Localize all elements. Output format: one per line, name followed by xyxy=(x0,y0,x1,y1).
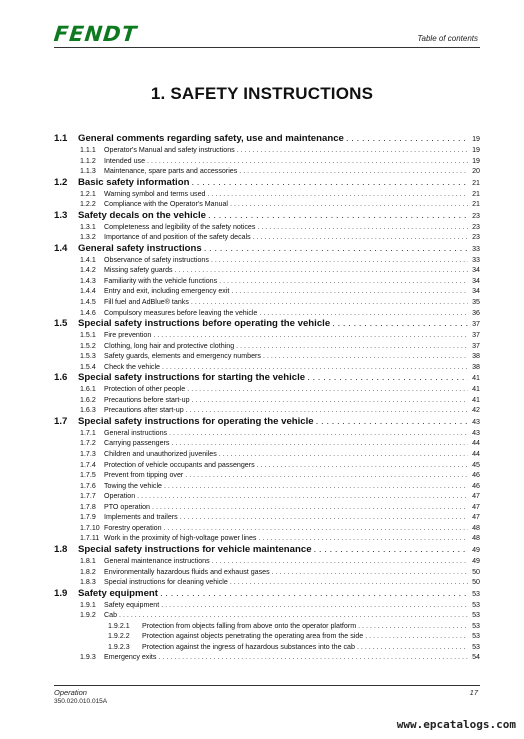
toc-entry-page: 19 xyxy=(472,156,480,165)
toc-entry-number: 1.2 xyxy=(54,176,68,188)
toc-leader-dots xyxy=(257,460,468,471)
toc-entry-number: 1.7.3 xyxy=(80,450,96,459)
toc-entry-number: 1.9.3 xyxy=(80,653,96,662)
toc-entry[interactable] xyxy=(54,395,480,406)
toc-leader-dots xyxy=(314,544,468,556)
toc-entry[interactable] xyxy=(54,631,480,642)
toc-entry[interactable] xyxy=(54,255,480,266)
toc-entry-page: 44 xyxy=(472,450,480,459)
page-number: 17 xyxy=(469,688,478,697)
toc-entry-title: Importance of and position of the safety decals xyxy=(104,233,251,242)
toc-entry-number: 1.4.2 xyxy=(80,266,96,275)
toc-entry-title: Fill fuel and AdBlue® tanks xyxy=(104,298,189,307)
toc-entry-title: Environmentally hazardous fluids and exhaust gases xyxy=(104,567,270,576)
toc-entry-page: 37 xyxy=(472,341,480,350)
toc-entry-number: 1.5.2 xyxy=(80,341,96,350)
toc-entry-number: 1.7.8 xyxy=(80,502,96,511)
toc-entry-number: 1.7 xyxy=(54,415,68,427)
toc-entry-page: 43 xyxy=(472,428,480,437)
table-of-contents xyxy=(54,133,480,663)
toc-entry-number: 1.7.2 xyxy=(80,439,96,448)
toc-entry[interactable] xyxy=(54,297,480,308)
toc-entry-title: Missing safety guards xyxy=(104,266,173,275)
toc-entry-page: 33 xyxy=(472,244,480,253)
fendt-logo: FENDT xyxy=(52,22,139,46)
toc-leader-dots xyxy=(160,588,468,600)
toc-leader-dots xyxy=(152,502,468,513)
toc-entry-page: 50 xyxy=(472,567,480,576)
toc-entry[interactable] xyxy=(54,156,480,167)
toc-leader-dots xyxy=(208,210,468,222)
toc-entry-page: 34 xyxy=(472,287,480,296)
toc-entry-title: PTO operation xyxy=(104,502,151,511)
toc-entry[interactable] xyxy=(54,286,480,297)
toc-entry[interactable] xyxy=(54,577,480,588)
toc-entry-number: 1.7.7 xyxy=(80,492,96,501)
toc-entry-page: 21 xyxy=(472,178,480,187)
document-code: 350.020.010.015A xyxy=(54,698,108,705)
toc-entry-title: Emergency exits xyxy=(104,653,157,662)
toc-entry-number: 1.8 xyxy=(54,543,68,555)
toc-leader-dots xyxy=(346,133,468,145)
toc-entry-page: 49 xyxy=(472,556,480,565)
toc-entry-number: 1.6.3 xyxy=(80,406,96,415)
toc-entry[interactable] xyxy=(54,642,480,653)
toc-entry-page: 19 xyxy=(472,146,480,154)
toc-entry[interactable] xyxy=(54,567,480,578)
toc-entry-number: 1.4.4 xyxy=(80,287,96,296)
toc-entry-title: Towing the vehicle xyxy=(104,481,162,490)
toc-entry-number: 1.1.1 xyxy=(80,146,96,154)
toc-entry-page: 38 xyxy=(472,362,480,371)
toc-entry-number: 1.7.1 xyxy=(80,428,96,437)
toc-leader-dots xyxy=(191,177,468,189)
toc-leader-dots xyxy=(171,438,468,449)
toc-entry-title: Work in the proximity of high-voltage power lines xyxy=(104,534,257,543)
toc-leader-dots xyxy=(263,351,468,362)
toc-entry[interactable] xyxy=(54,556,480,567)
toc-leader-dots xyxy=(175,265,468,276)
toc-entry-page: 23 xyxy=(472,233,480,242)
toc-entry-page: 42 xyxy=(472,406,480,415)
toc-entry-title: Check the vehicle xyxy=(104,362,160,371)
toc-entry[interactable] xyxy=(54,544,480,556)
toc-entry-page: 34 xyxy=(472,266,480,275)
toc-entry-number: 1.8.3 xyxy=(80,578,96,587)
toc-entry-title: Familiarity with the vehicle functions xyxy=(104,276,218,285)
toc-entry-page: 53 xyxy=(472,632,480,641)
toc-entry-page: 23 xyxy=(472,222,480,231)
toc-entry-page: 50 xyxy=(472,578,480,587)
toc-entry-number: 1.1.2 xyxy=(80,156,96,165)
toc-entry-title: Safety decals on the vehicle xyxy=(78,209,206,221)
toc-entry-title: Precautions after start-up xyxy=(104,406,184,415)
header-divider xyxy=(54,47,480,48)
toc-leader-dots xyxy=(180,512,468,523)
toc-entry[interactable] xyxy=(54,318,480,330)
toc-entry-number: 1.6 xyxy=(54,372,68,384)
toc-entry-title: General instructions xyxy=(104,428,168,437)
toc-leader-dots xyxy=(162,362,468,373)
toc-entry[interactable] xyxy=(54,276,480,287)
toc-entry-number: 1.9 xyxy=(54,587,68,599)
toc-leader-dots xyxy=(192,395,468,406)
toc-entry-title: Compulsory measures before leaving the vehicle xyxy=(104,308,258,317)
toc-entry-page: 37 xyxy=(472,331,480,340)
toc-entry[interactable] xyxy=(54,449,480,460)
toc-entry-page: 53 xyxy=(472,642,480,651)
toc-entry-page: 35 xyxy=(472,298,480,307)
toc-entry-title: Protection from objects falling from above onto the operator platform xyxy=(142,621,357,630)
toc-leader-dots xyxy=(230,577,468,588)
toc-entry-number: 1.7.9 xyxy=(80,513,96,522)
toc-entry-page: 53 xyxy=(472,600,480,609)
toc-leader-dots xyxy=(237,145,468,156)
toc-entry-number: 1.7.5 xyxy=(80,471,96,480)
toc-leader-dots xyxy=(230,199,468,210)
toc-entry[interactable] xyxy=(54,166,480,177)
toc-entry[interactable] xyxy=(54,189,480,200)
toc-entry-page: 41 xyxy=(472,385,480,394)
toc-entry-page: 48 xyxy=(472,523,480,532)
toc-entry-number: 1.4 xyxy=(54,242,68,254)
toc-entry-page: 44 xyxy=(472,439,480,448)
watermark-url: www.epcatalogs.com xyxy=(396,718,516,731)
toc-entry-number: 1.2.2 xyxy=(80,200,96,209)
toc-entry[interactable] xyxy=(54,243,480,255)
toc-entry[interactable] xyxy=(54,491,480,502)
footer-label: Operation xyxy=(54,688,87,697)
toc-entry-number: 1.4.6 xyxy=(80,308,96,317)
toc-entry[interactable] xyxy=(54,652,480,663)
toc-entry-title: Special safety instructions for vehicle maintenance xyxy=(78,543,312,555)
toc-leader-dots xyxy=(358,621,468,632)
toc-entry-title: Protection of other people xyxy=(104,385,186,394)
toc-entry-number: 1.1 xyxy=(54,133,68,144)
toc-entry-page: 48 xyxy=(472,534,480,543)
toc-leader-dots xyxy=(212,556,468,567)
toc-entry-title: Prevent from tipping over xyxy=(104,471,184,480)
toc-entry-title: Special safety instructions for starting the vehicle xyxy=(78,372,306,384)
toc-entry[interactable] xyxy=(54,199,480,210)
toc-entry-page: 20 xyxy=(472,167,480,176)
toc-entry[interactable] xyxy=(54,222,480,233)
toc-entry[interactable] xyxy=(54,588,480,600)
toc-entry-title: Safety equipment xyxy=(78,587,158,599)
toc-leader-dots xyxy=(239,166,468,177)
toc-entry-page: 36 xyxy=(472,308,480,317)
toc-entry[interactable] xyxy=(54,133,480,145)
toc-entry[interactable] xyxy=(54,600,480,611)
toc-leader-dots xyxy=(147,156,468,167)
toc-entry-title: Forestry operation xyxy=(104,523,162,532)
toc-entry-title: General maintenance instructions xyxy=(104,556,210,565)
toc-entry-title: Protection of vehicle occupants and passengers xyxy=(104,460,255,469)
toc-entry-page: 53 xyxy=(472,611,480,620)
toc-leader-dots xyxy=(191,297,468,308)
toc-leader-dots xyxy=(186,405,468,416)
toc-entry-title: Clothing, long hair and protective clothing xyxy=(104,341,235,350)
toc-entry[interactable] xyxy=(54,362,480,373)
toc-entry[interactable] xyxy=(54,533,480,544)
toc-leader-dots xyxy=(357,642,468,653)
toc-entry-page: 47 xyxy=(472,502,480,511)
toc-leader-dots xyxy=(316,416,468,428)
toc-entry-page: 38 xyxy=(472,352,480,361)
toc-entry-page: 21 xyxy=(472,189,480,198)
toc-entry-title: Completeness and legibility of the safety notices xyxy=(104,222,256,231)
toc-entry[interactable] xyxy=(54,232,480,243)
toc-entry-page: 54 xyxy=(472,653,480,662)
toc-leader-dots xyxy=(258,533,468,544)
toc-entry-page: 46 xyxy=(472,471,480,480)
toc-entry[interactable] xyxy=(54,610,480,621)
toc-leader-dots xyxy=(204,243,468,255)
toc-entry-title: Protection against objects penetrating the operating area from the side xyxy=(142,632,364,641)
toc-entry-number: 1.3.2 xyxy=(80,233,96,242)
toc-leader-dots xyxy=(257,222,468,233)
toc-leader-dots xyxy=(253,232,468,243)
toc-entry-page: 41 xyxy=(472,374,480,383)
toc-entry-number: 1.8.2 xyxy=(80,567,96,576)
toc-entry-page: 47 xyxy=(472,513,480,522)
toc-leader-dots xyxy=(211,255,468,266)
toc-entry-title: Implements and trailers xyxy=(104,513,178,522)
toc-entry-number: 1.8.1 xyxy=(80,556,96,565)
toc-entry[interactable] xyxy=(54,621,480,632)
toc-entry-number: 1.2.1 xyxy=(80,189,96,198)
toc-entry-page: 21 xyxy=(472,200,480,209)
toc-entry-title: Special safety instructions before operating the vehicle xyxy=(78,318,331,330)
toc-entry[interactable] xyxy=(54,341,480,352)
toc-entry-title: Compliance with the Operator's Manual xyxy=(104,200,228,209)
toc-entry-number: 1.4.5 xyxy=(80,298,96,307)
toc-entry-number: 1.5.1 xyxy=(80,331,96,340)
toc-entry[interactable] xyxy=(54,512,480,523)
toc-entry-title: Cab xyxy=(104,611,118,620)
toc-entry-title: Fire prevention xyxy=(104,331,152,340)
toc-entry-number: 1.4.1 xyxy=(80,255,96,264)
toc-entry-number: 1.1.3 xyxy=(80,167,96,176)
toc-entry-title: Maintenance, spare parts and accessories xyxy=(104,167,238,176)
toc-entry[interactable] xyxy=(54,265,480,276)
toc-entry-title: Entry and exit, including emergency exit xyxy=(104,287,230,296)
toc-entry[interactable] xyxy=(54,330,480,341)
toc-entry-title: Operation xyxy=(104,492,136,501)
toc-entry-page: 49 xyxy=(472,545,480,554)
toc-entry-title: Special instructions for cleaning vehicle xyxy=(104,578,228,587)
toc-entry[interactable] xyxy=(54,384,480,395)
toc-leader-dots xyxy=(219,276,468,287)
toc-entry-page: 41 xyxy=(472,395,480,404)
toc-entry[interactable] xyxy=(54,405,480,416)
toc-entry-number: 1.6.1 xyxy=(80,385,96,394)
toc-entry-title: Safety equipment xyxy=(104,600,160,609)
toc-entry-title: Children and unauthorized juveniles xyxy=(104,450,217,459)
toc-leader-dots xyxy=(259,308,468,319)
toc-leader-dots xyxy=(272,567,468,578)
toc-leader-dots xyxy=(164,523,468,534)
toc-entry-page: 34 xyxy=(472,276,480,285)
toc-entry[interactable] xyxy=(54,416,480,428)
toc-entry-number: 1.5.4 xyxy=(80,362,96,371)
toc-entry-page: 23 xyxy=(472,211,480,220)
footer-divider xyxy=(54,685,480,686)
toc-leader-dots xyxy=(164,481,468,492)
toc-entry-title: General safety instructions xyxy=(78,242,202,254)
toc-entry[interactable] xyxy=(54,428,480,439)
toc-entry-number: 1.9.2.1 xyxy=(108,621,130,630)
toc-entry-number: 1.5.3 xyxy=(80,352,96,361)
section-label: Table of contents xyxy=(417,34,478,43)
toc-entry[interactable] xyxy=(54,210,480,222)
toc-leader-dots xyxy=(307,372,468,384)
toc-entry-number: 1.9.1 xyxy=(80,600,96,609)
toc-entry-number: 1.5 xyxy=(54,318,68,330)
toc-entry-page: 19 xyxy=(472,135,480,143)
toc-entry-page: 45 xyxy=(472,460,480,469)
toc-entry-number: 1.3 xyxy=(54,209,68,221)
toc-leader-dots xyxy=(119,610,468,621)
toc-entry-number: 1.7.6 xyxy=(80,481,96,490)
toc-entry-title: Special safety instructions for operating the vehicle xyxy=(78,415,314,427)
toc-entry-title: Protection against the ingress of hazardous substances into the cab xyxy=(142,642,355,651)
toc-leader-dots xyxy=(332,318,468,330)
toc-entry-number: 1.9.2.3 xyxy=(108,642,130,651)
toc-entry-number: 1.9.2.2 xyxy=(108,632,130,641)
toc-leader-dots xyxy=(153,330,468,341)
toc-leader-dots xyxy=(185,470,468,481)
toc-entry-number: 1.9.2 xyxy=(80,611,96,620)
toc-entry-title: General comments regarding safety, use and maintenance xyxy=(78,133,344,144)
toc-leader-dots xyxy=(365,631,468,642)
toc-entry-number: 1.6.2 xyxy=(80,395,96,404)
toc-leader-dots xyxy=(137,491,468,502)
toc-entry[interactable] xyxy=(54,308,480,319)
toc-entry-number: 1.7.4 xyxy=(80,460,96,469)
toc-entry[interactable] xyxy=(54,481,480,492)
toc-entry[interactable] xyxy=(54,502,480,513)
toc-entry[interactable] xyxy=(54,351,480,362)
toc-leader-dots xyxy=(219,449,468,460)
toc-entry[interactable] xyxy=(54,145,480,156)
toc-entry-page: 37 xyxy=(472,320,480,329)
toc-entry-title: Intended use xyxy=(104,156,146,165)
toc-entry-page: 53 xyxy=(472,589,480,598)
page-title: 1. SAFETY INSTRUCTIONS xyxy=(150,84,374,103)
toc-leader-dots xyxy=(169,428,468,439)
toc-entry[interactable] xyxy=(54,177,480,189)
toc-leader-dots xyxy=(158,652,468,663)
toc-entry-page: 33 xyxy=(472,255,480,264)
toc-entry-title: Operator's Manual and safety instructions xyxy=(104,146,235,154)
toc-entry-number: 1.7.10 xyxy=(80,523,100,532)
toc-leader-dots xyxy=(187,384,468,395)
toc-entry[interactable] xyxy=(54,523,480,534)
toc-entry-number: 1.7.11 xyxy=(80,534,100,543)
toc-entry-number: 1.3.1 xyxy=(80,222,96,231)
toc-entry-page: 47 xyxy=(472,492,480,501)
toc-entry-title: Observance of safety instructions xyxy=(104,255,209,264)
toc-entry-title: Warning symbol and terms used xyxy=(104,189,206,198)
toc-leader-dots xyxy=(231,286,468,297)
toc-entry-number: 1.4.3 xyxy=(80,276,96,285)
toc-entry-page: 53 xyxy=(472,621,480,630)
toc-entry[interactable] xyxy=(54,438,480,449)
toc-entry[interactable] xyxy=(54,470,480,481)
toc-entry-title: Carrying passengers xyxy=(104,439,170,448)
toc-entry-title: Precautions before start-up xyxy=(104,395,190,404)
toc-entry-page: 43 xyxy=(472,417,480,426)
toc-entry-title: Basic safety information xyxy=(78,176,190,188)
toc-leader-dots xyxy=(207,189,468,200)
toc-leader-dots xyxy=(236,341,468,352)
toc-entry-page: 46 xyxy=(472,481,480,490)
toc-entry[interactable] xyxy=(54,460,480,471)
toc-leader-dots xyxy=(161,600,468,611)
toc-entry-title: Safety guards, elements and emergency numbers xyxy=(104,352,261,361)
toc-entry[interactable] xyxy=(54,372,480,384)
